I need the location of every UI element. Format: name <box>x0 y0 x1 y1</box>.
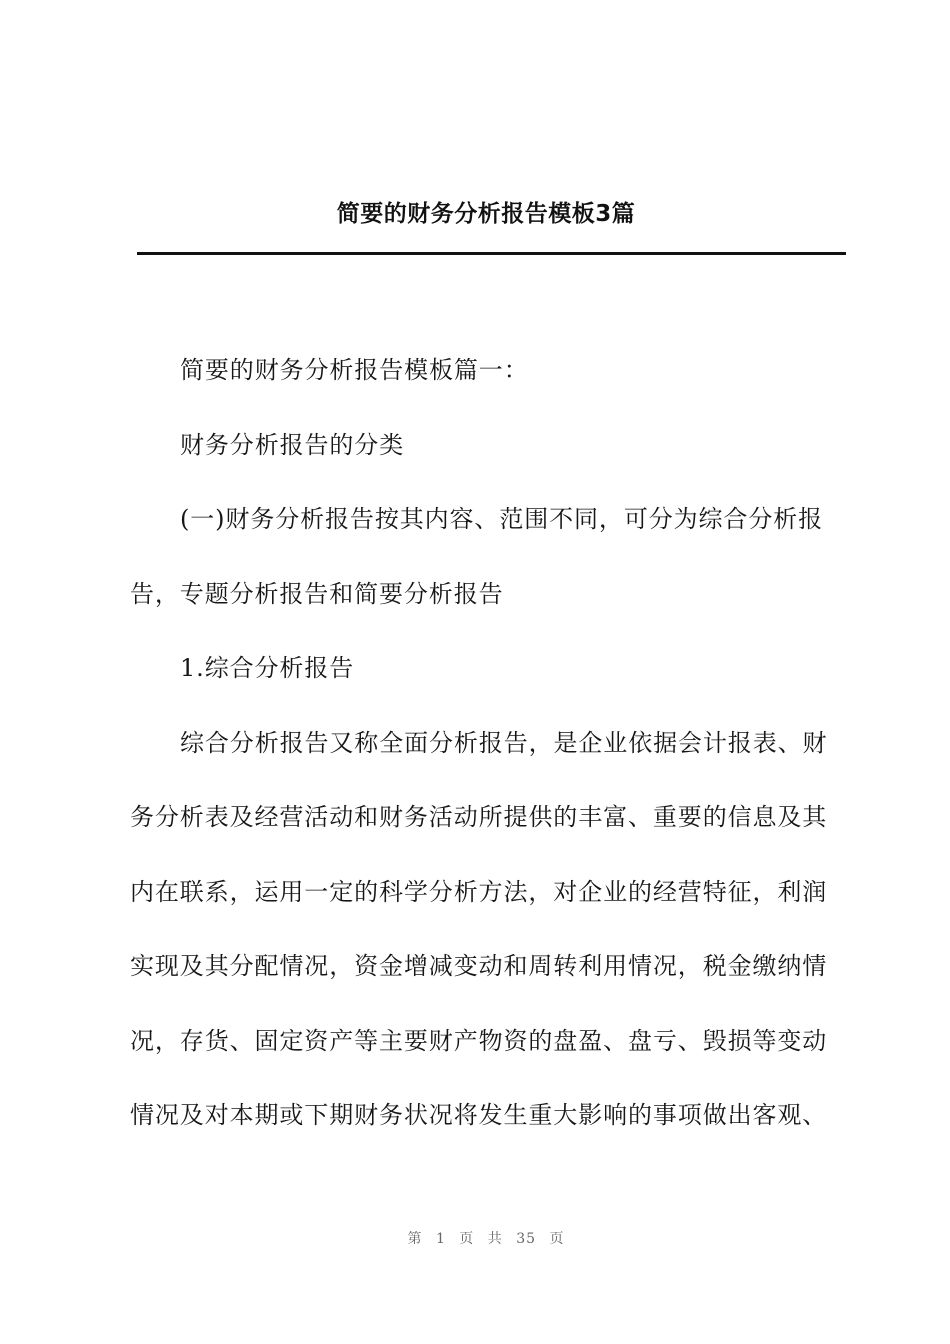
document-title: 简要的财务分析报告模板3篇 <box>336 201 636 227</box>
title-divider <box>137 252 846 255</box>
paragraph-line: 情况及对本期或下期财务状况将发生重大影响的事项做出客观、 <box>130 1101 828 1129</box>
section-heading: 简要的财务分析报告模板篇一： <box>180 356 529 384</box>
paragraph-line: 务分析表及经营活动和财务活动所提供的丰富、重要的信息及其 <box>130 803 828 831</box>
paragraph-line: 内在联系，运用一定的科学分析方法，对企业的经营特征，利润 <box>130 877 828 906</box>
paragraph-line: 况，存货、固定资产等主要财产物资的盘盈、盘亏、毁损等变动 <box>130 1026 828 1055</box>
paragraph-line: (一)财务分析报告按其内容、范围不同，可分为综合分析报 <box>180 505 824 533</box>
item-heading: 1.综合分析报告 <box>180 654 355 682</box>
paragraph-line: 综合分析报告又称全面分析报告，是企业依据会计报表、财 <box>180 728 828 757</box>
page-number-footer: 第 1 页 共 35 页 <box>407 1231 565 1247</box>
subsection-heading: 财务分析报告的分类 <box>180 430 405 459</box>
paragraph-line: 告，专题分析报告和简要分析报告 <box>130 579 504 608</box>
paragraph-line: 实现及其分配情况，资金增减变动和周转利用情况，税金缴纳情 <box>130 952 828 980</box>
document-body <box>130 348 848 1168</box>
